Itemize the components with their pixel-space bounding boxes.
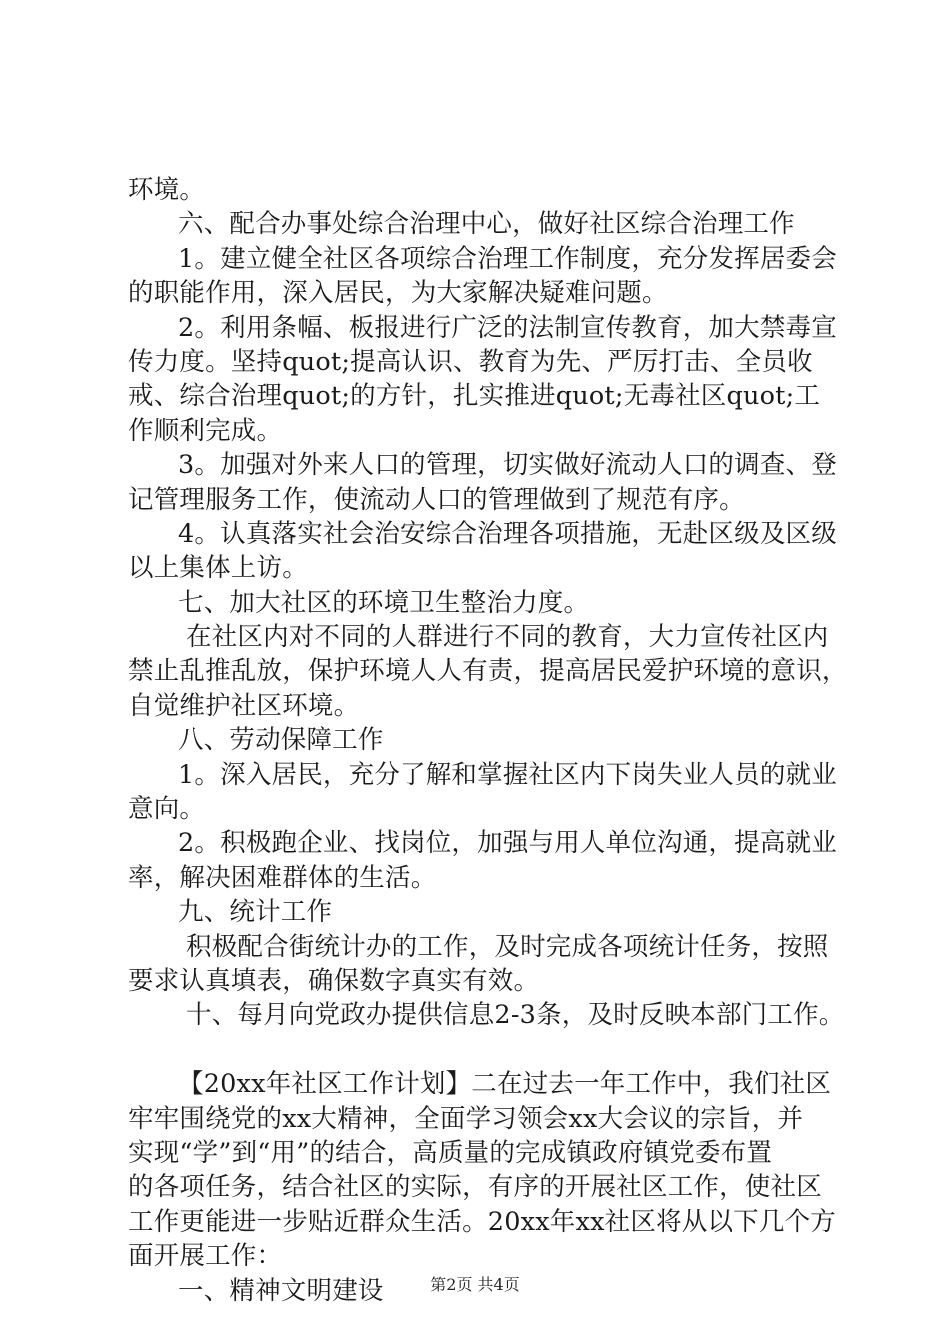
- section-heading: 九、统计工作: [178, 897, 333, 928]
- page-number: 第2页 共4页: [430, 1275, 520, 1294]
- section-heading: 十、每月向党政办提供信息2-3条，及时反映本部门工作。: [186, 1000, 845, 1031]
- text-line: 要求认真填表，确保数字真实有效。: [128, 965, 540, 996]
- text-line: 积极配合街统计办的工作，及时完成各项统计任务，按照: [186, 931, 829, 962]
- section-heading: 八、劳动保障工作: [178, 725, 384, 756]
- text-line: 率，解决困难群体的生活。: [128, 862, 437, 893]
- text-line: 2。积极跑企业、找岗位，加强与用人单位沟通，提高就业: [178, 828, 837, 859]
- blank-line: [128, 1033, 840, 1067]
- text-line: 1。深入居民，充分了解和掌握社区内下岗失业人员的就业: [178, 759, 837, 790]
- text-line: 4。认真落实社会治安综合治理各项措施，无赴区级及区级: [178, 518, 837, 549]
- text-line: 的各项任务，结合社区的实际，有序的开展社区工作，使社区: [128, 1172, 822, 1203]
- text-line: 工作更能进一步贴近群众生活。20xx年xx社区将从以下几个方: [128, 1206, 836, 1237]
- text-line: 实现“学”到“用”的结合，高质量的完成镇政府镇党委布置: [128, 1137, 773, 1168]
- text-line: 1。建立健全社区各项综合治理工作制度，充分发挥居委会: [178, 243, 837, 274]
- text-line: 环境。: [128, 175, 206, 205]
- text-line: 禁止乱推乱放，保护环境人人有责，提高居民爱护环境的意识，: [128, 656, 848, 687]
- text-line: 记管理服务工作，使流动人口的管理做到了规范有序。: [128, 484, 745, 515]
- section-heading: 一、精神文明建设: [178, 1275, 384, 1306]
- text-line: 自觉维护社区环境。: [128, 690, 360, 721]
- text-line: 牢牢围绕党的xx大精神，全面学习领会xx大会议的宗旨，并: [128, 1103, 804, 1134]
- text-line: 2。利用条幅、板报进行广泛的法制宣传教育，加大禁毒宣: [178, 312, 837, 343]
- document-body: [128, 173, 848, 1308]
- text-line: 传力度。坚持quot;提高认识、教育为先、严厉打击、全员收: [128, 346, 813, 377]
- text-line: 意向。: [128, 794, 206, 825]
- section-heading: 七、加大社区的环境卫生整治力度。: [178, 587, 590, 618]
- section-heading: 六、配合办事处综合治理中心，做好社区综合治理工作: [178, 209, 795, 240]
- text-line: 作顺利完成。: [128, 415, 283, 446]
- text-line: 以上集体上访。: [128, 553, 308, 584]
- text-line: 在社区内对不同的人群进行不同的教育，大力宣传社区内: [186, 622, 829, 653]
- text-line: 【20xx年社区工作计划】二在过去一年工作中，我们社区: [178, 1069, 832, 1100]
- text-line: 面开展工作：: [128, 1241, 283, 1272]
- text-line: 戒、综合治理quot;的方针，扎实推进quot;无毒社区quot;工: [128, 381, 821, 412]
- text-line: 3。加强对外来人口的管理，切实做好流动人口的调查、登: [178, 450, 837, 481]
- text-line: 的职能作用，深入居民，为大家解决疑难问题。: [128, 278, 668, 309]
